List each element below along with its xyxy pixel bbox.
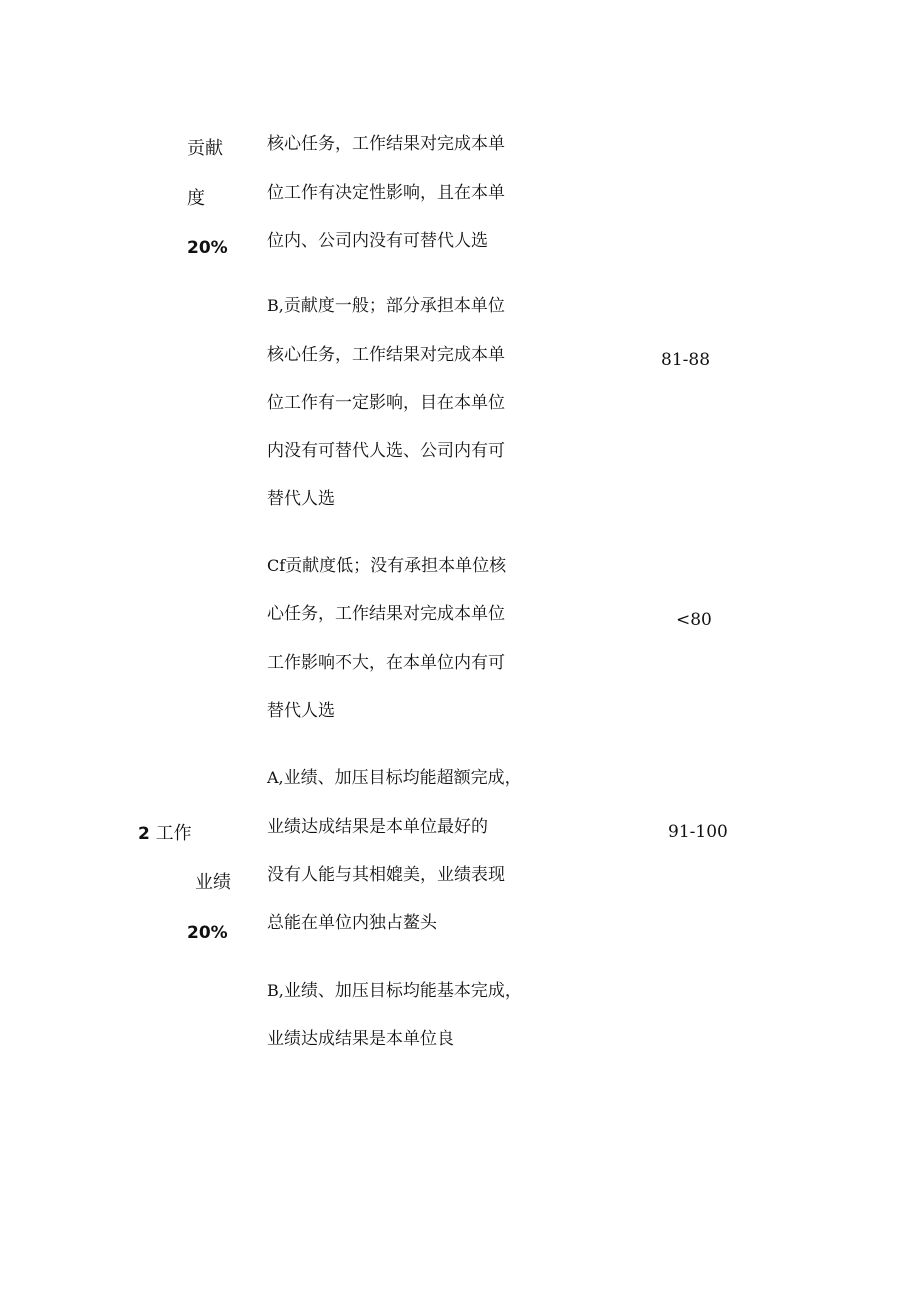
category-performance-number: 2 xyxy=(138,824,150,844)
contribution-b-line1 xyxy=(267,294,505,318)
contribution-b-line5: 替代人选 xyxy=(267,489,335,509)
contribution-a-line1: 核心任务，工作结果对完成本单 xyxy=(267,134,505,154)
contribution-c-prefix: Cf xyxy=(267,556,286,575)
performance-a-line1 xyxy=(267,766,522,790)
contribution-a-line3: 位内、公司内没有可替代人选 xyxy=(267,231,488,251)
contribution-c-line3: 工作影响不大，在本单位内有可 xyxy=(267,653,505,673)
contribution-b-score: 81-88 xyxy=(661,350,711,370)
category-contribution-line2: 度 xyxy=(187,188,205,209)
category-performance-label1: 工作 xyxy=(155,823,192,844)
performance-b-prefix: B, xyxy=(267,981,284,1000)
contribution-b-line4: 内没有可替代人选、公司内有可 xyxy=(267,441,505,461)
category-contribution-weight: 20% xyxy=(187,238,228,258)
performance-b-text1: 业绩、加压目标均能基本完成， xyxy=(283,981,522,1001)
contribution-b-text1: 贡献度一般；部分承担本单位 xyxy=(283,296,505,316)
performance-b-line2: 业绩达成结果是本单位良 xyxy=(267,1029,454,1049)
contribution-c-score: <80 xyxy=(676,610,712,630)
contribution-c-line1 xyxy=(267,554,506,578)
contribution-a-line2: 位工作有决定性影响，且在本单 xyxy=(267,183,505,203)
category-contribution-line1: 贡献 xyxy=(187,138,223,159)
performance-a-score: 91-100 xyxy=(668,822,728,842)
performance-a-line3: 没有人能与其相媲美，业绩表现 xyxy=(267,865,505,885)
performance-a-prefix: A, xyxy=(267,768,284,787)
contribution-b-prefix: B, xyxy=(267,296,284,315)
contribution-b-line2: 核心任务，工作结果对完成本单 xyxy=(267,345,505,365)
performance-a-line2: 业绩达成结果是本单位最好的 xyxy=(267,817,488,837)
category-performance-line1 xyxy=(138,822,192,846)
contribution-c-line4: 替代人选 xyxy=(267,701,335,721)
performance-b-line1 xyxy=(267,979,522,1003)
category-performance-line2: 业绩 xyxy=(195,872,231,893)
contribution-b-line3: 位工作有一定影响，目在本单位 xyxy=(267,393,505,413)
performance-a-text1: 业绩、加压目标均能超额完成， xyxy=(283,768,522,788)
contribution-c-text1: 贡献度低；没有承担本单位核 xyxy=(285,556,507,576)
contribution-c-line2: 心任务，工作结果对完成本单位 xyxy=(267,604,505,624)
category-performance-weight: 20% xyxy=(187,923,228,943)
performance-a-line4: 总能在单位内独占鳌头 xyxy=(267,913,437,933)
